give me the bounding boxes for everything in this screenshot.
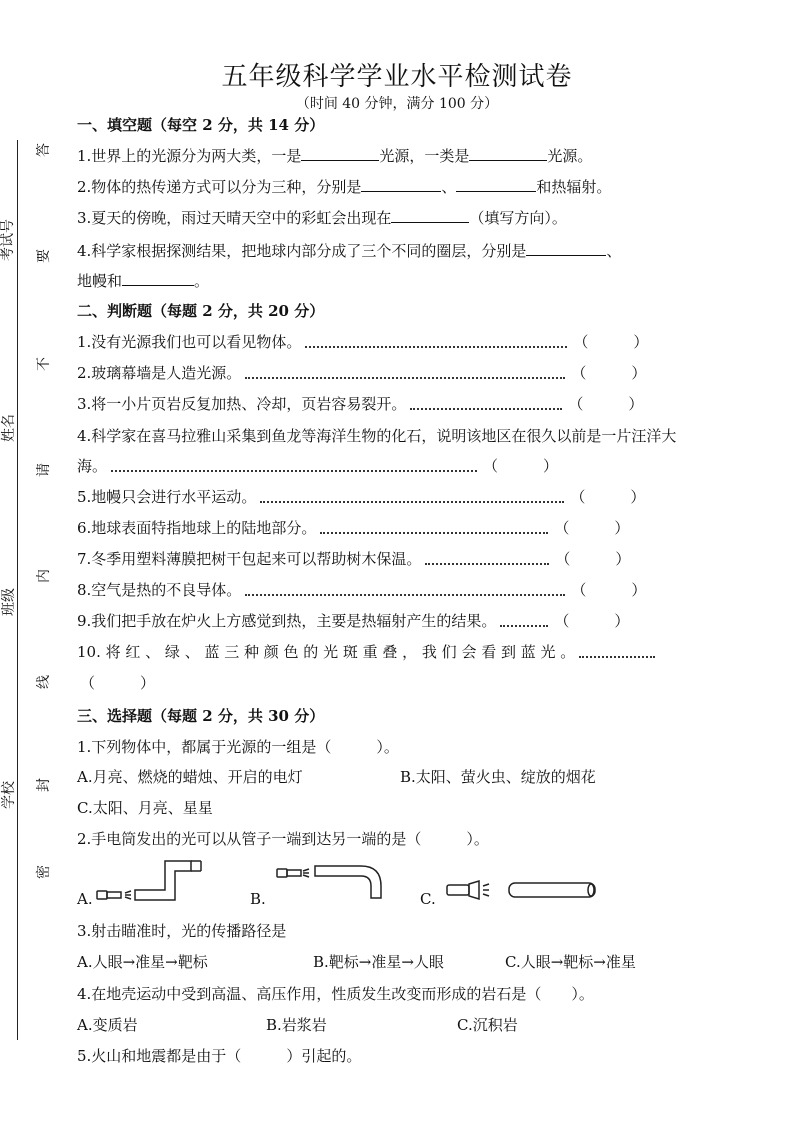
section-heading: 一、填空题（每空 2 分，共 14 分） [77, 116, 325, 134]
judge-question-5: 5.地幔只会进行水平运动。 （ ） [77, 488, 646, 506]
answer-paren[interactable]: （ ） [568, 395, 644, 413]
seal-char: 内 [36, 569, 52, 583]
answer-paren[interactable]: （ ） [573, 333, 649, 351]
choice-option-c[interactable]: C.太阳、月亮、星星 [77, 799, 213, 817]
choice-option-a[interactable]: A.人眼→准星→靶标 [77, 953, 208, 971]
section-heading: 二、判断题（每题 2 分，共 20 分） [77, 302, 325, 320]
choice-question-5: 5.火山和地震都是由于（ ）引起的。 [77, 1047, 362, 1065]
choice-option-a[interactable]: A.变质岩 [77, 1016, 138, 1034]
answer-paren[interactable]: （ ） [555, 550, 631, 568]
leader-dots [579, 648, 655, 658]
leader-dots [245, 369, 565, 379]
school-label: 学校 [1, 781, 17, 809]
leader-dots [260, 493, 564, 503]
choice-option-c[interactable]: C.人眼→靶标→准星 [505, 953, 636, 971]
answer-blank[interactable] [122, 271, 194, 286]
choice-question-2: 2.手电筒发出的光可以从管子一端到达另一端的是（ ）。 [77, 830, 489, 848]
answer-paren[interactable]: （ ） [554, 519, 630, 537]
judge-question-1: 1.没有光源我们也可以看见物体。 （ ） [77, 333, 649, 351]
choice-question-4: 4.在地壳运动中受到高温、高压作用，性质发生改变而形成的岩石是（ ）。 [77, 985, 594, 1003]
choice-option-b[interactable]: B.太阳、萤火虫、绽放的烟花 [400, 768, 596, 786]
answer-paren[interactable]: （ ） [80, 674, 156, 692]
choice-option-a[interactable]: A. [77, 890, 93, 908]
class-label: 班级 [1, 588, 17, 616]
seal-char: 答 [36, 143, 52, 157]
answer-blank[interactable] [469, 146, 547, 161]
fill-question-3: 3.夏天的傍晚，雨过天晴天空中的彩虹会出现在 （填写方向）。 [77, 209, 567, 227]
judge-question-6: 6.地球表面特指地球上的陆地部分。 （ ） [77, 519, 630, 537]
leader-dots [425, 555, 549, 565]
judge-question-10: 10. 将 红 、 绿 、 蓝 三 种 颜 色 的 光 斑 重 叠 ， 我 们 会 看 到 蓝 光 。 [77, 641, 655, 662]
leader-dots [500, 617, 548, 627]
name-label: 姓名 [1, 414, 17, 442]
answer-blank[interactable] [526, 241, 606, 256]
judge-question-7: 7.冬季用塑料薄膜把树干包起来可以帮助树木保温。 （ ） [77, 550, 631, 568]
seal-char: 不 [36, 357, 52, 371]
section-heading: 三、选择题（每题 2 分，共 30 分） [77, 707, 325, 725]
page-subtitle: （时间 40 分钟，满分 100 分） [295, 96, 499, 112]
choice-question-3: 3.射击瞄准时，光的传播路径是 [77, 922, 287, 940]
answer-blank[interactable] [301, 146, 379, 161]
choice-option-c[interactable]: C.沉积岩 [457, 1016, 518, 1034]
fill-question-4: 4.科学家根据探测结果，把地球内部分成了三个不同的圈层，分别是 、 [77, 242, 622, 260]
answer-blank[interactable] [391, 208, 469, 223]
leader-dots [111, 462, 477, 472]
exam-number-label: 考试号 [0, 219, 16, 261]
seal-char: 线 [36, 675, 52, 689]
answer-paren[interactable]: （ ） [554, 612, 630, 630]
answer-paren[interactable]: （ ） [571, 581, 647, 599]
leader-dots [305, 338, 567, 348]
fill-question-1: 1.世界上的光源分为两大类，一是 光源，一类是 光源。 [77, 147, 593, 165]
seal-char: 封 [36, 778, 52, 792]
page-title: 五年级科学学业水平检测试卷 [221, 62, 573, 92]
seal-char: 密 [36, 865, 52, 879]
judge-question-2: 2.玻璃幕墙是人造光源。 （ ） [77, 364, 647, 382]
bent-tube-figure-a [95, 855, 205, 905]
choice-option-a[interactable]: A.月亮、燃烧的蜡烛、开启的电灯 [77, 768, 303, 786]
fill-question-2: 2.物体的热传递方式可以分为三种，分别是 、 和热辐射。 [77, 178, 612, 196]
leader-dots [245, 586, 565, 596]
fill-question-4-cont: 地幔和 。 [77, 272, 210, 290]
choice-option-c[interactable]: C. [420, 890, 436, 908]
judge-question-3: 3.将一小片页岩反复加热、冷却，页岩容易裂开。 （ ） [77, 395, 644, 413]
answer-blank[interactable] [456, 177, 536, 192]
choice-question-1: 1.下列物体中，都属于光源的一组是（ ）。 [77, 738, 399, 756]
choice-option-b[interactable]: B. [250, 890, 266, 908]
answer-paren[interactable]: （ ） [571, 364, 647, 382]
judge-question-4-cont: 海。 （ ） [77, 457, 559, 475]
answer-blank[interactable] [361, 177, 441, 192]
judge-question-8: 8.空气是热的不良导体。 （ ） [77, 581, 647, 599]
seal-char: 要 [36, 249, 52, 263]
answer-paren[interactable]: （ ） [483, 457, 559, 475]
straight-tube-figure-c [445, 876, 600, 904]
leader-dots [320, 524, 548, 534]
judge-question-4: 4.科学家在喜马拉雅山采集到鱼龙等海洋生物的化石，说明该地区在很久以前是一片汪洋大 [77, 427, 677, 445]
choice-option-b[interactable]: B.靶标→准星→人眼 [313, 953, 444, 971]
leader-dots [410, 400, 562, 410]
curved-tube-figure-b [275, 858, 390, 908]
answer-paren[interactable]: （ ） [570, 488, 646, 506]
seal-char: 请 [36, 463, 52, 477]
judge-question-9: 9.我们把手放在炉火上方感觉到热，主要是热辐射产生的结果。 （ ） [77, 612, 630, 630]
choice-option-b[interactable]: B.岩浆岩 [266, 1016, 327, 1034]
